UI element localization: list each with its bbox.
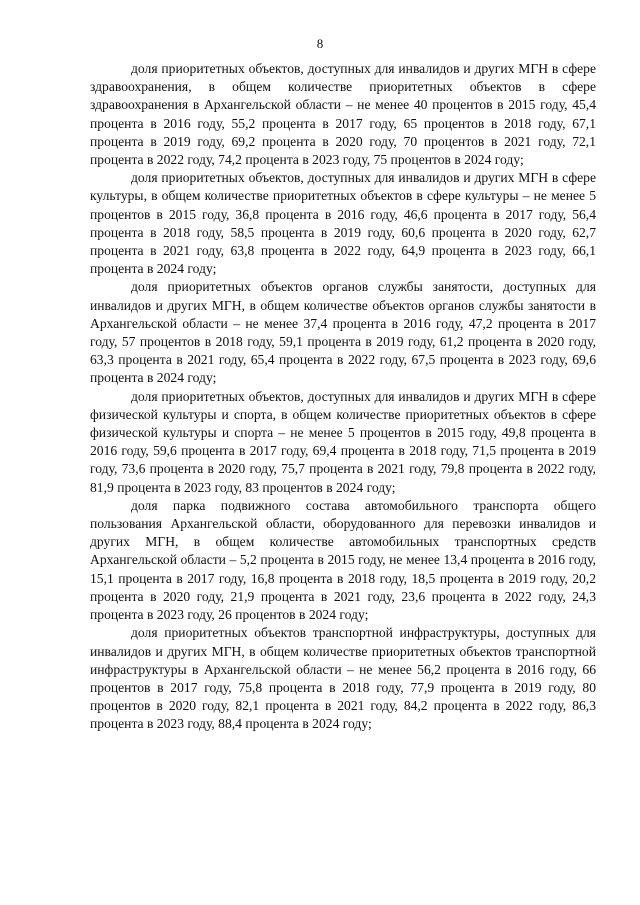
page-number: 8: [316, 36, 324, 51]
paragraph-culture: доля приоритетных объектов, доступных для инвалидов и других МГН в сфере культуры, в общем количестве приоритетных объектов в сфере культуры – не менее 5 процентов в 2015 году, 36,8 процента в 2016 году, 46,6 процента в 2017 году, 56,4 процента в 2018 году, 58,5 процента в 2019 году, 60,6 процента в 2020 году, 62,7 процента в 2021 году, 63,8 процента в 2022 году, 64,9 процента в 2023 году, 66,1 процента в 2024 году;: [90, 170, 596, 277]
paragraph-vehicle-fleet: доля парка подвижного состава автомобильного транспорта общего пользования Архангельской области, оборудованного для перевозки инвалидов и других МГН, в общем количестве автомобильных транспортных средств Архангельской области – 5,2 процента в 2015 году, не менее 13,4 процента в 2016 году, 15,1 процента в 2017 году, 16,8 процента в 2018 году, 18,5 процента в 2019 году, 20,2 процента в 2020 году, 21,9 процента в 2021 году, 23,6 процента в 2022 году, 24,3 процента в 2023 году, 26 процентов в 2024 году;: [90, 497, 596, 623]
document-body: [90, 60, 596, 734]
paragraph-sports: доля приоритетных объектов, доступных для инвалидов и других МГН в сфере физической культуры и спорта, в общем количестве приоритетных объектов в сфере физической культуры и спорта – не менее 5 процентов в 2015 году, 49,8 процента в 2016 году, 59,6 процента в 2017 году, 69,4 процента в 2018 году, 71,5 процента в 2019 году, 73,6 процента в 2020 году, 75,7 процента в 2021 году, 79,8 процента в 2022 году, 81,9 процента в 2023 году, 83 процентов в 2024 году;: [90, 388, 596, 495]
paragraph-employment-service: доля приоритетных объектов органов службы занятости, доступных для инвалидов и других МГН, в общем количестве объектов органов службы занятости в Архангельской области – не менее 37,4 процента в 2016 году, 47,2 процента в 2017 году, 57 процентов в 2018 году, 59,1 процента в 2019 году, 61,2 процента в 2020 году, 63,3 процента в 2021 году, 65,4 процента в 2022 году, 67,5 процента в 2023 году, 69,6 процента в 2024 году;: [90, 279, 596, 386]
paragraph-transport-infrastructure: доля приоритетных объектов транспортной инфраструктуры, доступных для инвалидов и других МГН, в общем количестве приоритетных объектов транспортной инфраструктуры в Архангельской области – не менее 56,2 процента в 2016 году, 66 процентов в 2017 году, 75,8 процента в 2018 году, 77,9 процента в 2019 году, 80 процентов в 2020 году, 82,1 процента в 2021 году, 84,2 процента в 2022 году, 86,3 процента в 2023 году, 88,4 процента в 2024 году;: [90, 625, 596, 732]
paragraph-healthcare: доля приоритетных объектов, доступных для инвалидов и других МГН в сфере здравоохранения, в общем количестве приоритетных объектов в сфере здравоохранения в Архангельской области – не менее 40 процентов в 2015 году, 45,4 процента в 2016 году, 55,2 процента в 2017 году, 65 процентов в 2018 году, 67,1 процента в 2019 году, 69,2 процента в 2020 году, 70 процентов в 2021 году, 72,1 процента в 2022 году, 74,2 процента в 2023 году, 75 процентов в 2024 году;: [90, 61, 596, 168]
